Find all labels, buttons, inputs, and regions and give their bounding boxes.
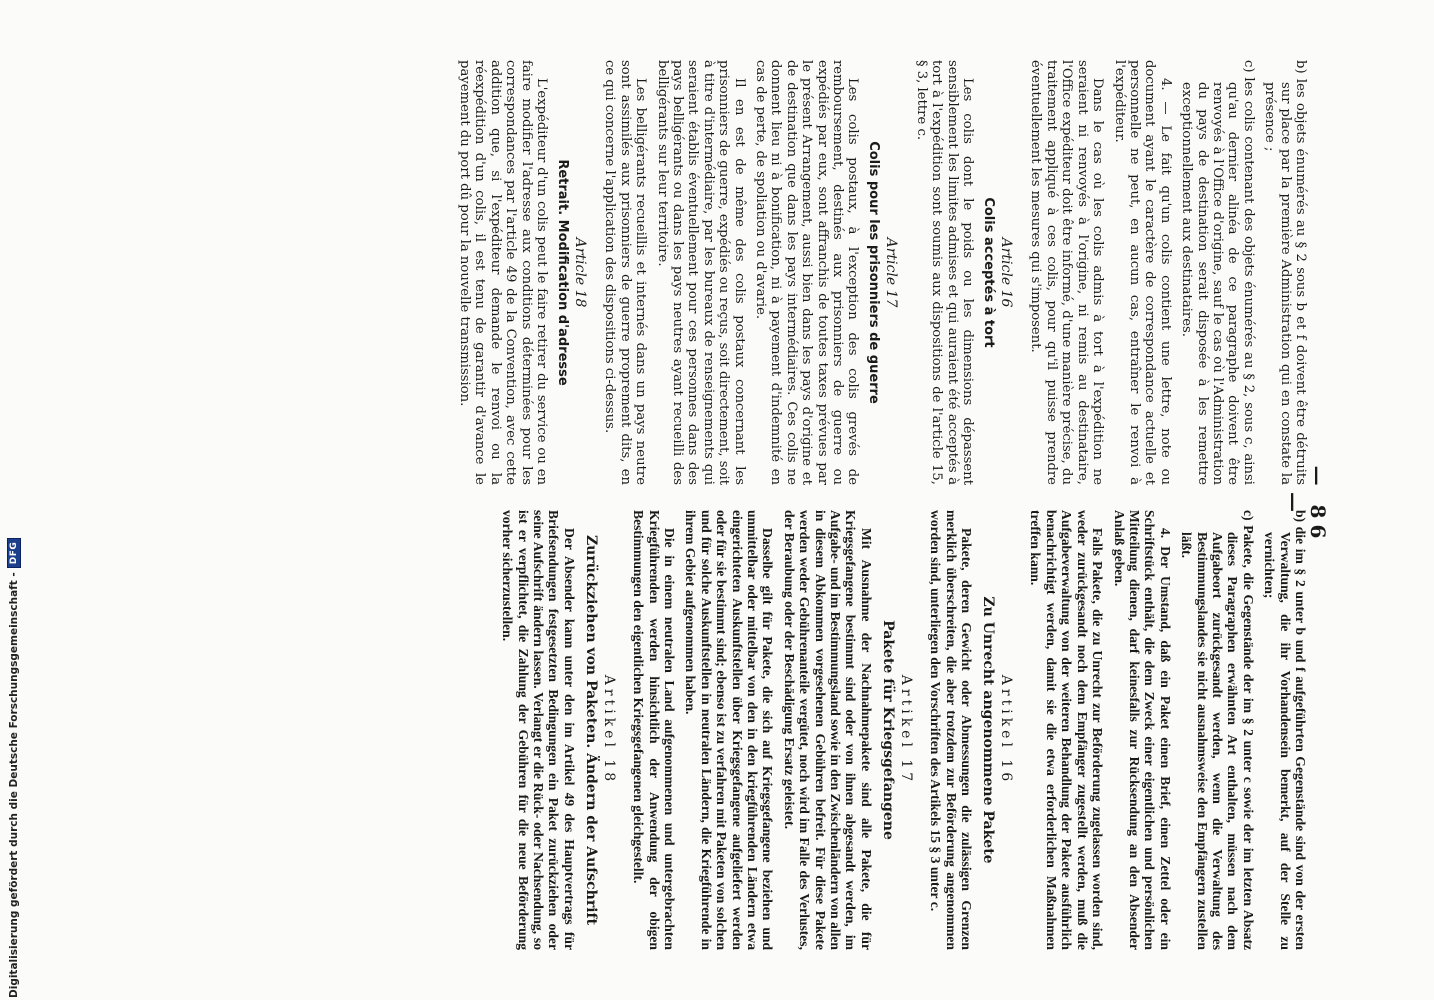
fr-paragraph-4: 4. — Le fait qu'un colis contient une lettre, note ou document ayant le caractère de correspondance actuelle et personnelle ne peut, en aucun cas, entraîner le renvoi à l'expéditeur. bbox=[1111, 60, 1173, 485]
french-column bbox=[451, 60, 1308, 485]
de-article-17-text-3: Die in einem neutralen Land aufgenommenen und untergebrachten Kriegführenden werden hinsichtlich der Anwendung der obigen Bestimmungen den eigentlichen Kriegsgefangenen gleichgestellt. bbox=[631, 510, 677, 950]
de-paragraph-4: 4. Der Umstand, daß ein Paket einen Brief, einen Zettel oder ein Schriftstück enthält, die dem Zweck einer eigentlichen und persönlichen Mitteilung dienen, darf keinesfalls zur Rücksendung an den Absender Anlaß geben. bbox=[1111, 510, 1173, 950]
de-article-18-title: Artikel 18 bbox=[600, 674, 617, 786]
de-paragraph-5: Falls Pakete, die zu Unrecht zur Beförderung zugelassen worden sind, weder zurückgesandt noch dem Empfänger zugestellt werden, muß die Aufgabeverwaltung von der weiteren Behandlung der Pakete ausführlich benachrichtigt werden, damit sie die etwa erforderlichen Maßnahmen treffen kann. bbox=[1028, 510, 1106, 950]
fr-article-18-text: L'expéditeur d'un colis peut le faire retirer du service ou en faire modifier l'adresse aux conditions déterminées pour les correspondances par l'article 49 de la Convention, avec cette addition que, si l'expéditeur demande le renvoi ou la réexpédition d'un colis, il est tenu de garantir d'avance le payement du port dû pour la nouvelle transmission. bbox=[456, 60, 549, 485]
dfg-logo: DFG bbox=[7, 538, 21, 569]
page-number: — 86 — bbox=[1282, 465, 1330, 545]
de-item-c: c) Pakete, die Gegenstände der im § 2 unter c sowie der im letzten Absatz dieses Paragraphen erwähnten Art enthalten, müssen nach dem Aufgabeort zurückgesandt werden, wenn die Verwaltung des Bestimmungslandes sie nicht ausnahmsweise den Empfängern zustellen läßt. bbox=[1179, 510, 1256, 950]
fr-article-18-heading: Retrait. Modification d'adresse bbox=[554, 159, 570, 386]
fr-item-b: b) les objets énumérés au § 2 sous b et f doivent être détruits sur place par la première Administration qui en constate la présence ; bbox=[1262, 60, 1308, 485]
german-column bbox=[494, 510, 1308, 950]
de-article-18-heading: Zurückziehen von Paketen. Ändern der Aufschrift bbox=[582, 534, 599, 926]
de-article-17-text-1: Mit Ausnahme der Nachnahmepakete sind alle Pakete, die für Kriegsgefangene bestimmt sind oder von ihnen abgesandt werden, im Aufgabe- und im Bestimmungsland sowie in den Zwischenländern von allen in diesem Abkommen vorgesehenen Gebühren befreit. Für diese Pakete werden weder Gebührenanteile vergütet, noch wird im Falle des Verlustes, der Beraubung oder der Beschädigung Ersatz geleistet. bbox=[781, 510, 874, 950]
fr-article-18-title: Article 18 bbox=[571, 237, 588, 308]
fr-article-16-text: Les colis dont le poids ou les dimensions dépassent sensiblement les limites admises et qui auraient été acceptés à tort à l'expédition sont soumis aux dispositions de l'article 15, § 3, lettre c. bbox=[913, 60, 976, 485]
digitization-footer bbox=[4, 541, 30, 998]
de-article-17-title: Artikel 17 bbox=[897, 674, 914, 786]
fr-article-17-title: Article 17 bbox=[883, 237, 900, 308]
fr-article-17-text-3: Les belligérants recueillis et internés dans un pays neutre sont assimilés aux prisonniers de guerre proprement dits, en ce qui concerne l'application des dispositions ci-dessus. bbox=[602, 60, 649, 485]
footer-text: Digitalisierung gefördert durch die Deutsche Forschungsgemeinschaft - bbox=[8, 572, 20, 998]
fr-article-17-heading: Colis pour les prisonniers de guerre bbox=[866, 141, 882, 404]
fr-article-17-text-2: Il en est de même des colis postaux concernant les prisonniers de guerre, expédiés ou reçus, soit directement, soit à titre d'intermédiaire, par les bureaux de renseignements qui seraient établis éventuellement pour ces personnes dans des pays belligérants ou dans les pays neutres ayant recueilli des belligérants sur leur territoire. bbox=[654, 60, 747, 485]
fr-article-17-text-1: Les colis postaux, à l'exception des colis grevés de remboursement, destinés aux prisonniers de guerre ou expédiés par eux, sont affranchis de toutes taxes prévues par le présent Arrangement, aussi bien dans les pays d'origine et de destination que dans les pays intermédiaires. Ces colis ne donnent lieu ni à bonification, ni à payement d'indemnité en cas de perte, de spoliation ou d'avarie. bbox=[753, 60, 861, 485]
fr-article-16-heading: Colis acceptés à tort bbox=[981, 197, 997, 348]
de-article-16-text: Pakete, deren Gewicht oder Abmessungen die zulässigen Grenzen merklich überschreiten, die aber trotzdem zur Beförderung angenommen worden sind, unterliegen den Vorschriften des Artikels 15 § 3 unter c. bbox=[928, 510, 975, 950]
fr-paragraph-5: Dans le cas où les colis admis à tort à l'expédition ne seraient ni renvoyés à l'origine, ni remis au destinataire, l'Office expéditeur doit être informé, d'une manière précise, du traitement appliqué à ces colis, pour qu'il puisse prendre éventuellement les mesures qui s'imposent. bbox=[1028, 60, 1106, 485]
fr-article-16-title: Article 16 bbox=[998, 237, 1015, 308]
de-article-18-text: Der Absender kann unter den im Artikel 49 des Hauptvertrags für Briefsendungen festgesetzten Bedingungen ein Paket zurückziehen oder seine Aufschrift ändern lassen. Verlangt er die Rück- oder Nachsendung, so ist er verpflichtet, die Zahlung der Gebühren für die neue Beförderung vorher sicherzustellen. bbox=[500, 510, 577, 950]
de-article-17-text-2: Dasselbe gilt für Pakete, die sich auf Kriegsgefangene beziehen und unmittelbar oder mittelbar von den in den kriegführenden Ländern etwa eingerichteten Auskunftstellen über Kriegsgefangene aufgeliefert werden oder für sie bestimmt sind; ebenso ist zu verfahren mit Paketen von solchen und für solche Auskunftstellen in neutralen Ländern, die Kriegführende in ihrem Gebiet aufgenommen haben. bbox=[683, 510, 776, 950]
de-article-17-heading: Pakete für Kriegsgefangene bbox=[879, 620, 896, 840]
de-article-16-heading: Zu Unrecht angenommene Pakete bbox=[980, 596, 997, 864]
rotated-content bbox=[148, 0, 1348, 1000]
fr-item-c: c) les colis contenant des objets énumérés au § 2, sous c, ainsi qu'au dernier alinéa de ce paragraphe doivent être renvoyés à l'Office d'origine, sauf le cas où l'Administration du pays de destination serait disposée à les remettre exceptionnellement aux destinataires. bbox=[1179, 60, 1256, 485]
de-item-b: b) die im § 2 unter b und f aufgeführten Gegenstände sind von der ersten Verwaltung, die ihr Vorhandensein bemerkt, auf der Stelle zu vernichten; bbox=[1262, 510, 1308, 950]
de-article-16-title: Artikel 16 bbox=[998, 674, 1015, 786]
